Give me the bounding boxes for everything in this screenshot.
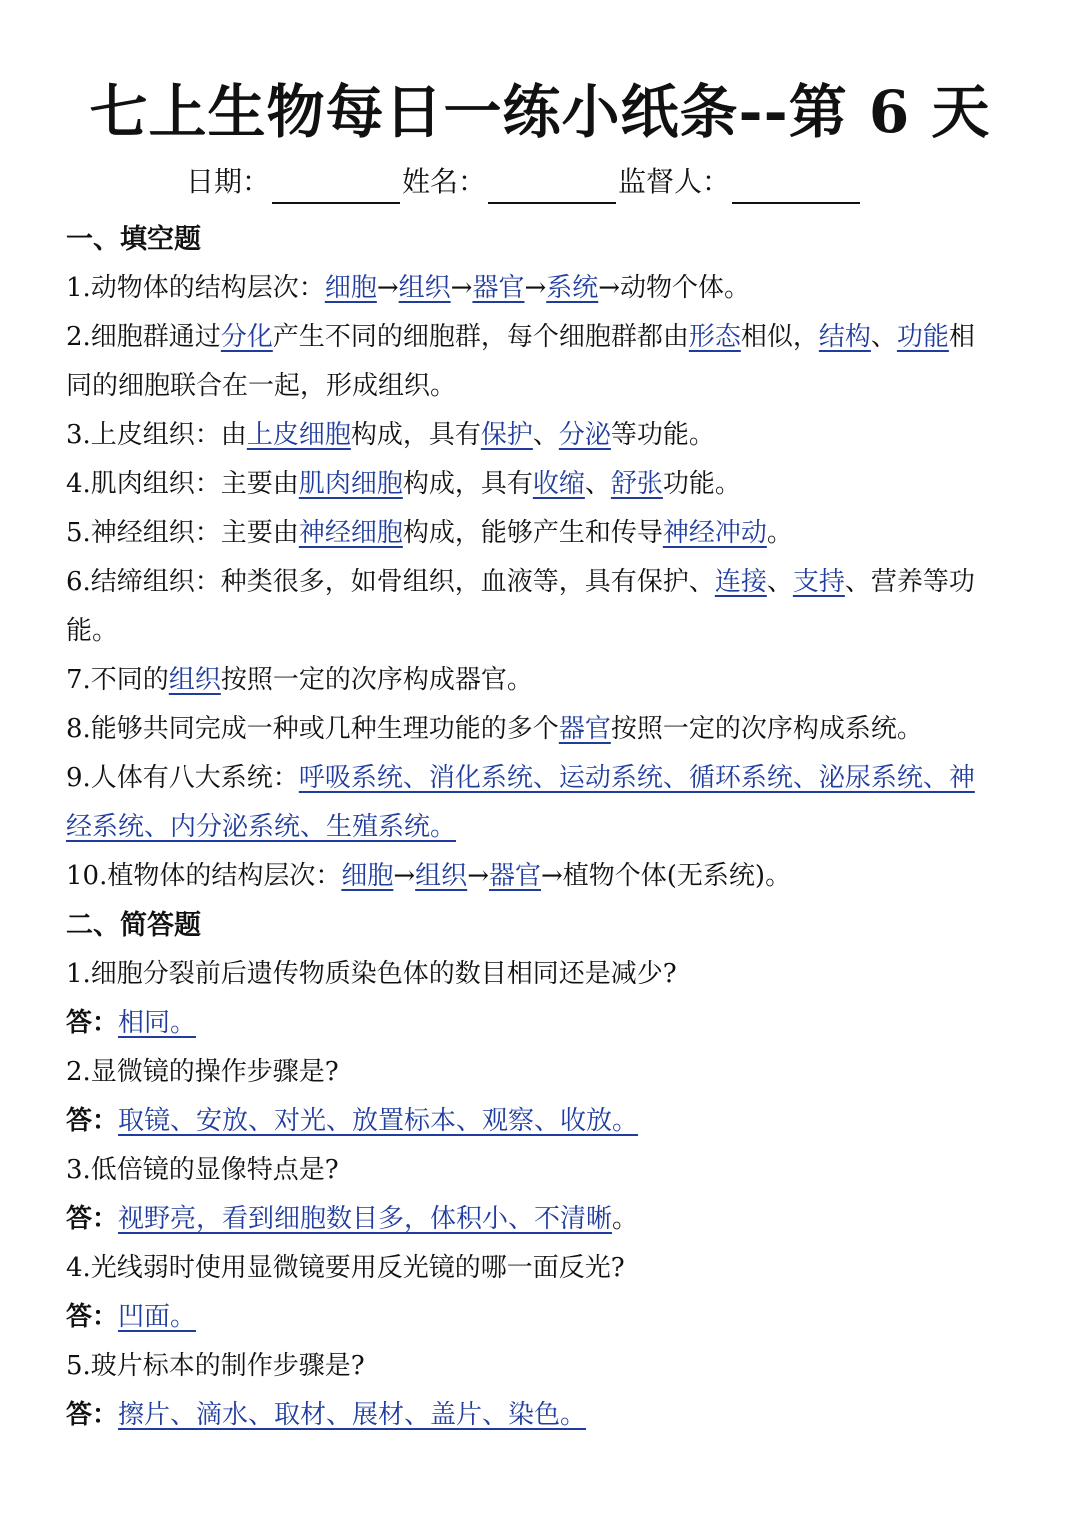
- answer-label: 答：: [66, 1302, 119, 1332]
- answer: 取镜、安放、对光、放置标本、观察、收放。: [118, 1106, 639, 1136]
- section-heading-fill: 一、填空题: [66, 224, 201, 255]
- question-text: 能。: [66, 616, 119, 646]
- answer: 收缩: [532, 469, 585, 499]
- answer: 连接: [714, 567, 767, 597]
- answer-label: 答：: [66, 1400, 119, 1430]
- question-2-line-2: [66, 362, 1016, 411]
- question-text: 10.植物体的结构层次：: [66, 861, 342, 891]
- answer: 呼吸系统、消化系统、运动系统、循环系统、泌尿系统、神: [298, 763, 975, 793]
- question-text: 等功能。: [610, 420, 715, 450]
- question-text: 。: [766, 518, 793, 548]
- answer: 神经冲动: [662, 518, 767, 548]
- question-text: 7.不同的: [66, 665, 169, 695]
- question-text: 同的细胞联合在一起，形成组织。: [66, 371, 457, 401]
- answer: 细胞: [324, 273, 377, 303]
- arrow: →: [524, 273, 547, 303]
- date-label: 日期：: [186, 165, 271, 198]
- date-blank: [272, 172, 400, 204]
- section-heading-short-answer: 二、简答题: [66, 910, 201, 941]
- question-2-line-1: [66, 313, 1016, 362]
- question-7: [66, 656, 1016, 705]
- question-text: 9.人体有八大系统：: [66, 763, 299, 793]
- answer: 支持: [792, 567, 845, 597]
- question-text: 、: [532, 420, 559, 450]
- question-text: 4.肌肉组织：主要由: [66, 469, 299, 499]
- arrow: →: [393, 861, 416, 891]
- question-text: 6.结缔组织：种类很多，如骨组织，血液等，具有保护、: [66, 567, 715, 597]
- question-text: 1.动物体的结构层次：: [66, 273, 325, 303]
- sa-answer-3: [66, 1195, 1016, 1244]
- page-title: 七上生物每日一练小纸条--第 6 天: [89, 78, 991, 146]
- sa-answer-1: [66, 999, 1016, 1048]
- question-text: →植物个体(无系统)。: [541, 861, 792, 891]
- question-text: 8.能够共同完成一种或几种生理功能的多个: [66, 714, 559, 744]
- answer: 经系统、内分泌系统、生殖系统。: [66, 812, 457, 842]
- answer: 擦片、滴水、取材、展材、盖片、染色。: [118, 1400, 587, 1430]
- sa-answer-4: [66, 1293, 1016, 1342]
- answer: 相同。: [118, 1008, 197, 1038]
- answer: 细胞: [341, 861, 394, 891]
- question-text: 、: [584, 469, 611, 499]
- answer: 器官: [488, 861, 541, 891]
- answer: 分泌: [558, 420, 611, 450]
- answer: 结构: [818, 322, 871, 352]
- question-text: 产生不同的细胞群，每个细胞群都由: [272, 322, 689, 352]
- arrow: →: [467, 861, 489, 891]
- answer: 组织: [168, 665, 221, 695]
- answer: 舒张: [610, 469, 663, 499]
- question-text: 构成，具有: [350, 420, 481, 450]
- arrow: →: [450, 273, 473, 303]
- answer: 视野亮，看到细胞数目多，体积小、不清晰: [118, 1204, 613, 1234]
- question-9-line-2: [66, 803, 1016, 852]
- question-text: 相似，: [740, 322, 819, 352]
- answer-label: 答：: [66, 1204, 119, 1234]
- question-4: [66, 460, 1016, 509]
- answer: 肌肉细胞: [298, 469, 403, 499]
- answer: 保护: [480, 420, 533, 450]
- meta-row: [186, 160, 862, 204]
- question-8: [66, 705, 1016, 754]
- question-6-line-2: [66, 607, 1016, 656]
- question-3: [66, 411, 1016, 460]
- sa-question-3: 3.低倍镜的显像特点是?: [66, 1155, 339, 1185]
- answer: 分化: [220, 322, 273, 352]
- question-text: 构成，具有: [402, 469, 533, 499]
- answer-label: 答：: [66, 1106, 119, 1136]
- answer: 组织: [398, 273, 451, 303]
- sa-question-2: 2.显微镜的操作步骤是?: [66, 1057, 339, 1087]
- question-text: 按照一定的次序构成系统。: [610, 714, 923, 744]
- answer: 神经细胞: [298, 518, 403, 548]
- sa-question-1: 1.细胞分裂前后遗传物质染色体的数目相同还是减少?: [66, 959, 677, 989]
- question-1: [66, 264, 1016, 313]
- answer: 功能: [896, 322, 949, 352]
- name-blank: [488, 172, 616, 204]
- question-10: [66, 852, 1016, 901]
- question-text: 功能。: [662, 469, 741, 499]
- question-text: 、: [870, 322, 897, 352]
- question-text: 、: [766, 567, 793, 597]
- sa-answer-2: [66, 1097, 1016, 1146]
- answer: 上皮细胞: [246, 420, 351, 450]
- content: [66, 215, 1016, 1440]
- answer-label: 答：: [66, 1008, 119, 1038]
- answer: 凹面。: [118, 1302, 197, 1332]
- sa-question-5: 5.玻片标本的制作步骤是?: [66, 1351, 365, 1381]
- answer: 形态: [688, 322, 741, 352]
- answer: 组织: [415, 861, 468, 891]
- question-6-line-1: [66, 558, 1016, 607]
- answer-tail: 。: [612, 1204, 639, 1234]
- question-text: 3.上皮组织：由: [66, 420, 247, 450]
- answer: 器官: [558, 714, 611, 744]
- question-text: 按照一定的次序构成器官。: [220, 665, 533, 695]
- question-text: 相: [948, 322, 975, 352]
- sa-answer-5: [66, 1391, 1016, 1440]
- answer: 器官: [472, 273, 525, 303]
- arrow: →: [376, 273, 399, 303]
- question-text: 、营养等功: [844, 567, 975, 597]
- question-5: [66, 509, 1016, 558]
- question-9-line-1: [66, 754, 1016, 803]
- question-text: 构成，能够产生和传导: [402, 518, 663, 548]
- question-text: →动物个体。: [598, 273, 751, 303]
- question-text: 5.神经组织：主要由: [66, 518, 299, 548]
- supervisor-blank: [732, 172, 860, 204]
- answer: 系统: [546, 273, 599, 303]
- sa-question-4: 4.光线弱时使用显微镜要用反光镜的哪一面反光?: [66, 1253, 625, 1283]
- name-label: 姓名：: [402, 165, 487, 198]
- supervisor-label: 监督人：: [618, 165, 731, 198]
- question-text: 2.细胞群通过: [66, 322, 221, 352]
